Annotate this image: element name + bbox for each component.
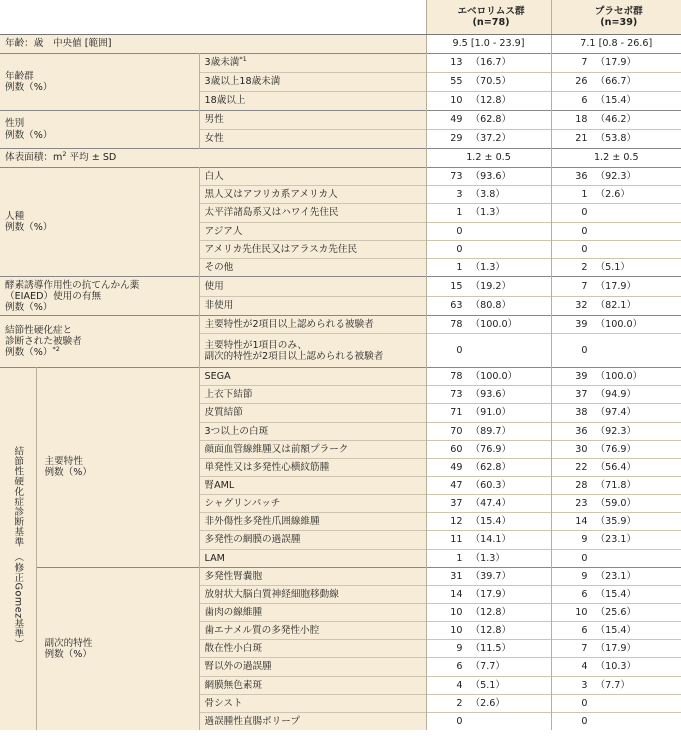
criteria-major-placebo-cell <box>551 458 681 476</box>
criteria-major-placebo-percent: （76.9） <box>595 443 637 455</box>
age-group-everolimus-cell <box>426 54 551 73</box>
label-line: 例数（%） <box>5 129 53 141</box>
label-line: 人種 <box>5 211 25 223</box>
criteria-major-placebo-percent: （97.4） <box>595 407 637 419</box>
age-group-placebo-percent: （17.9） <box>595 57 637 69</box>
eiaed-label <box>0 277 199 316</box>
bsa-sup: 2 <box>62 150 67 159</box>
criteria-major-everolimus-percent: （76.9） <box>470 443 512 455</box>
eiaed-row <box>0 277 681 297</box>
criteria-minor-everolimus-cell <box>426 603 551 621</box>
eiaed-everolimus-percent: （19.2） <box>470 280 512 292</box>
header-placebo: プラセボ群 (n=39) <box>551 0 681 35</box>
tsc-everolimus-count: 0 <box>456 345 463 357</box>
criteria-major-item-label: LAM <box>199 549 426 567</box>
criteria-minor-placebo-count: 0 <box>581 697 588 709</box>
criteria-major-placebo-percent: （94.9） <box>595 389 637 401</box>
criteria-major-everolimus-percent: （1.3） <box>470 552 505 564</box>
criteria-major-everolimus-count: 60 <box>450 443 463 455</box>
race-placebo-cell <box>551 186 681 204</box>
criteria-major-placebo-count: 22 <box>575 461 588 473</box>
tsc-placebo-cell <box>551 316 681 334</box>
race-row <box>0 168 681 186</box>
criteria-major-placebo-percent: （71.8） <box>595 480 637 492</box>
criteria-minor-everolimus-percent: （2.6） <box>470 697 505 709</box>
tsc-everolimus-cell <box>426 316 551 334</box>
tsc-label <box>0 316 199 368</box>
header-everolimus: エベロリムス群 (n=78) <box>426 0 551 35</box>
criteria-minor-everolimus-cell <box>426 622 551 640</box>
label-line: 例数（%） <box>44 467 92 479</box>
criteria-minor-everolimus-count: 2 <box>456 697 463 709</box>
criteria-minor-everolimus-cell <box>426 712 551 730</box>
item-text: 3歳未満 <box>204 57 240 69</box>
criteria-major-everolimus-count: 71 <box>450 407 463 419</box>
label-line: 副次的特性 <box>44 638 93 650</box>
criteria-minor-everolimus-count: 10 <box>450 607 463 618</box>
bsa-label <box>0 149 426 168</box>
criteria-minor-placebo-count: 7 <box>581 643 588 655</box>
label-line: 結節性硬化症と <box>5 325 73 337</box>
criteria-minor-placebo-percent: （10.3） <box>595 661 637 673</box>
age-placebo: 7.1 [0.8 - 26.6] <box>551 35 681 54</box>
criteria-major-everolimus-cell <box>426 368 551 386</box>
criteria-minor-everolimus-count: 10 <box>450 625 463 637</box>
criteria-minor-placebo-count: 3 <box>581 679 588 691</box>
criteria-major-placebo-cell <box>551 513 681 531</box>
criteria-major-everolimus-cell <box>426 440 551 458</box>
criteria-minor-placebo-count: 9 <box>581 570 588 582</box>
criteria-major-placebo-count: 0 <box>581 552 588 564</box>
label-line: （EIAED）使用の有無 <box>5 290 102 302</box>
criteria-major-everolimus-count: 49 <box>450 461 463 473</box>
criteria-minor-everolimus-cell <box>426 658 551 676</box>
sex-item-label <box>199 111 426 130</box>
race-placebo-cell <box>551 222 681 240</box>
criteria-major-everolimus-percent: （47.4） <box>470 498 512 510</box>
criteria-minor-placebo-percent: （23.1） <box>595 570 637 582</box>
criteria-major-item-label: 3つ以上の白斑 <box>199 422 426 440</box>
criteria-minor-item-label: 放射状大脳白質神経細胞移動線 <box>199 585 426 603</box>
eiaed-everolimus-count: 63 <box>450 300 463 312</box>
criteria-major-placebo-count: 38 <box>575 407 588 419</box>
criteria-minor-placebo-cell <box>551 622 681 640</box>
race-placebo-count: 0 <box>581 207 588 219</box>
criteria-minor-placebo-count: 10 <box>575 607 588 618</box>
age-group-everolimus-count: 55 <box>450 76 463 88</box>
criteria-major-placebo-count: 36 <box>575 425 588 437</box>
criteria-minor-everolimus-percent: （12.8） <box>470 607 512 618</box>
label-line: 性別 <box>5 118 25 130</box>
criteria-major-placebo-percent: （56.4） <box>595 461 637 473</box>
tsc-row <box>0 316 681 334</box>
label-line: 例数（%） <box>44 649 92 661</box>
age-group-placebo-count: 7 <box>581 57 588 69</box>
criteria-major-everolimus-cell <box>426 458 551 476</box>
criteria-major-everolimus-percent: （14.1） <box>470 534 512 546</box>
eiaed-everolimus-percent: （80.8） <box>470 300 512 312</box>
label-line: 例数（%） <box>5 347 53 359</box>
label-line: 年齢群 <box>5 70 34 82</box>
item-text: 3歳以上18歳未満 <box>204 76 281 88</box>
criteria-major-placebo-percent: （59.0） <box>595 498 637 510</box>
criteria-major-everolimus-count: 78 <box>450 371 463 383</box>
label-line: 例数（%） <box>5 301 53 313</box>
criteria-major-everolimus-cell <box>426 476 551 494</box>
age-group-everolimus-percent: （16.7） <box>470 57 512 69</box>
criteria-minor-everolimus-percent: （12.8） <box>470 625 512 637</box>
bsa-text-b: 平均 ± SD <box>66 152 117 164</box>
eiaed-everolimus-cell <box>426 277 551 297</box>
criteria-major-placebo-count: 30 <box>575 443 588 455</box>
age-group-everolimus-count: 10 <box>450 95 463 107</box>
criteria-major-placebo-cell <box>551 368 681 386</box>
criteria-minor-everolimus-cell <box>426 676 551 694</box>
criteria-minor-placebo-cell <box>551 585 681 603</box>
criteria-minor-placebo-count: 6 <box>581 588 588 600</box>
eiaed-placebo-percent: （82.1） <box>595 300 637 312</box>
criteria-major-placebo-percent: （92.3） <box>595 425 637 437</box>
criteria-minor-everolimus-cell <box>426 567 551 585</box>
sex-placebo-count: 21 <box>575 133 588 145</box>
sex-everolimus-count: 49 <box>450 114 463 126</box>
race-everolimus-cell <box>426 240 551 258</box>
sex-label <box>0 111 199 149</box>
age-group-everolimus-percent: （12.8） <box>470 95 512 107</box>
criteria-minor-placebo-cell <box>551 676 681 694</box>
age-group-item-label <box>199 92 426 111</box>
criteria-major-placebo-percent: （35.9） <box>595 516 637 528</box>
criteria-minor-item-label: 散在性小白斑 <box>199 640 426 658</box>
criteria-minor-everolimus-count: 4 <box>456 679 463 691</box>
criteria-major-everolimus-cell <box>426 422 551 440</box>
criteria-minor-placebo-cell <box>551 712 681 730</box>
footnote-mark: *2 <box>52 344 60 353</box>
criteria-major-placebo-cell <box>551 549 681 567</box>
criteria-major-everolimus-count: 12 <box>450 516 463 528</box>
criteria-major-everolimus-cell <box>426 513 551 531</box>
eiaed-placebo-cell <box>551 296 681 316</box>
age-group-everolimus-cell <box>426 73 551 92</box>
criteria-minor-everolimus-count: 31 <box>450 570 463 582</box>
item-text: 白人 <box>204 171 224 183</box>
criteria-major-everolimus-percent: （15.4） <box>470 516 512 528</box>
race-placebo-cell <box>551 204 681 222</box>
sex-placebo-cell <box>551 130 681 149</box>
criteria-minor-placebo-cell <box>551 658 681 676</box>
criteria-major-placebo-cell <box>551 495 681 513</box>
race-placebo-count: 2 <box>581 262 588 274</box>
race-placebo-count: 36 <box>575 171 588 183</box>
criteria-major-placebo-cell <box>551 386 681 404</box>
criteria-minor-placebo-cell <box>551 603 681 621</box>
race-everolimus-percent: （1.3） <box>470 207 505 219</box>
criteria-vertical-label <box>0 368 36 731</box>
tsc-placebo-count: 39 <box>575 319 588 331</box>
age-group-placebo-count: 6 <box>581 95 588 107</box>
sex-everolimus-percent: （62.8） <box>470 114 512 126</box>
race-everolimus-count: 3 <box>456 189 463 201</box>
criteria-major-everolimus-cell <box>426 531 551 549</box>
race-everolimus-cell <box>426 168 551 186</box>
criteria-minor-placebo-cell <box>551 640 681 658</box>
criteria-major-placebo-count: 23 <box>575 498 588 510</box>
age-group-everolimus-percent: （70.5） <box>470 76 512 88</box>
criteria-major-everolimus-cell <box>426 404 551 422</box>
tsc-placebo-percent: （100.0） <box>595 319 643 331</box>
sex-placebo-count: 18 <box>575 114 588 126</box>
race-placebo-cell <box>551 258 681 276</box>
age-group-everolimus-count: 13 <box>450 57 463 69</box>
race-everolimus-count: 1 <box>456 262 463 274</box>
criteria-major-everolimus-count: 70 <box>450 425 463 437</box>
criteria-minor-placebo-cell <box>551 694 681 712</box>
criteria-major-everolimus-count: 47 <box>450 480 463 492</box>
criteria-minor-everolimus-cell <box>426 640 551 658</box>
criteria-major-everolimus-cell <box>426 386 551 404</box>
criteria-major-item-label: 多発性の網膜の過誤腫 <box>199 531 426 549</box>
sex-placebo-percent: （53.8） <box>595 133 637 145</box>
criteria-major-everolimus-percent: （93.6） <box>470 389 512 401</box>
criteria-major-item-label: 皮質結節 <box>199 404 426 422</box>
eiaed-item-label <box>199 296 426 316</box>
criteria-minor-item-label: 骨シスト <box>199 694 426 712</box>
race-placebo-cell <box>551 240 681 258</box>
eiaed-item-label <box>199 277 426 297</box>
age-group-placebo-percent: （66.7） <box>595 76 637 88</box>
header-blank <box>0 0 426 35</box>
age-group-item-label <box>199 54 426 73</box>
criteria-major-item-label: 単発性又は多発性心横紋筋腫 <box>199 458 426 476</box>
criteria-minor-item-label: 網膜無色素斑 <box>199 676 426 694</box>
age-group-label <box>0 54 199 111</box>
sex-everolimus-count: 29 <box>450 133 463 145</box>
item-text: アジア人 <box>204 225 243 237</box>
race-placebo-percent: （2.6） <box>595 189 630 201</box>
eiaed-placebo-cell <box>551 277 681 297</box>
label-line: 例数（%） <box>5 82 53 93</box>
criteria-major-placebo-count: 28 <box>575 480 588 492</box>
race-everolimus-count: 73 <box>450 171 463 183</box>
item-text: 主要特性が1項目のみ、 <box>204 339 308 351</box>
criteria-minor-everolimus-count: 14 <box>450 588 463 600</box>
criteria-minor-placebo-count: 0 <box>581 716 588 728</box>
race-placebo-percent: （5.1） <box>595 262 630 274</box>
criteria-minor-everolimus-count: 0 <box>456 716 463 728</box>
criteria-major-item-label: 上衣下結節 <box>199 386 426 404</box>
criteria-major-everolimus-cell <box>426 495 551 513</box>
item-text: 女性 <box>204 133 224 145</box>
race-placebo-cell <box>551 168 681 186</box>
criteria-minor-everolimus-percent: （7.7） <box>470 661 505 673</box>
race-everolimus-count: 0 <box>456 243 463 255</box>
criteria-major-placebo-cell <box>551 476 681 494</box>
race-everolimus-percent: （1.3） <box>470 262 505 274</box>
criteria-major-placebo-cell <box>551 404 681 422</box>
criteria-minor-item-label: 多発性腎嚢胞 <box>199 567 426 585</box>
criteria-major-placebo-count: 9 <box>581 534 588 546</box>
sex-everolimus-percent: （37.2） <box>470 133 512 145</box>
criteria-major-everolimus-percent: （91.0） <box>470 407 512 419</box>
bsa-text-a: 体表面積：m <box>5 152 63 164</box>
criteria-minor-everolimus-percent: （5.1） <box>470 679 505 691</box>
tsc-item-label <box>199 334 426 368</box>
sex-item-label <box>199 130 426 149</box>
race-everolimus-count: 0 <box>456 225 463 237</box>
criteria-minor-everolimus-count: 9 <box>456 643 463 655</box>
criteria-minor-placebo-percent: （17.9） <box>595 643 637 655</box>
criteria-minor-placebo-cell <box>551 567 681 585</box>
race-everolimus-count: 1 <box>456 207 463 219</box>
criteria-minor-everolimus-percent: （11.5） <box>470 643 512 655</box>
age-group-placebo-count: 26 <box>575 76 588 88</box>
race-placebo-count: 0 <box>581 225 588 237</box>
race-placebo-percent: （92.3） <box>595 171 637 183</box>
criteria-minor-everolimus-count: 6 <box>456 661 463 673</box>
item-text: 使用 <box>204 280 224 292</box>
race-item-label <box>199 240 426 258</box>
criteria-vertical-text: 結節性硬化症診断基準 （修正Gomez基準） <box>12 446 24 650</box>
item-text: 非使用 <box>204 300 234 312</box>
item-text: アメリカ先住民又はアラスカ先住民 <box>204 243 358 255</box>
criteria-minor-item-label: 歯肉の線維腫 <box>199 603 426 621</box>
age-label: 年齢：歳 中央値 [範囲] <box>0 35 426 54</box>
race-everolimus-cell <box>426 186 551 204</box>
eiaed-everolimus-cell <box>426 296 551 316</box>
criteria-major-placebo-count: 37 <box>575 389 588 401</box>
criteria-major-item-label: シャグリンパッチ <box>199 495 426 513</box>
criteria-minor-everolimus-cell <box>426 694 551 712</box>
race-item-label <box>199 204 426 222</box>
criteria-minor-placebo-count: 4 <box>581 661 588 673</box>
bsa-everolimus: 1.2 ± 0.5 <box>426 149 551 168</box>
criteria-major-row <box>0 368 681 386</box>
tsc-everolimus-percent: （100.0） <box>470 319 518 331</box>
criteria-minor-placebo-count: 6 <box>581 625 588 637</box>
race-item-label <box>199 186 426 204</box>
race-everolimus-cell <box>426 204 551 222</box>
criteria-minor-label <box>36 567 199 730</box>
criteria-minor-row <box>0 567 681 585</box>
criteria-minor-placebo-percent: （25.6） <box>595 607 637 618</box>
criteria-major-placebo-percent: （23.1） <box>595 534 637 546</box>
race-everolimus-cell <box>426 258 551 276</box>
criteria-minor-everolimus-percent: （17.9） <box>470 588 512 600</box>
tsc-placebo-count: 0 <box>581 345 588 357</box>
label-line: 主要特性 <box>44 456 83 468</box>
tsc-everolimus-cell <box>426 334 551 368</box>
eiaed-everolimus-count: 15 <box>450 280 463 292</box>
race-everolimus-percent: （93.6） <box>470 171 512 183</box>
criteria-major-item-label: 顔面血管線維腫又は前額プラーク <box>199 440 426 458</box>
race-everolimus-cell <box>426 222 551 240</box>
criteria-major-everolimus-count: 11 <box>450 534 463 546</box>
criteria-minor-everolimus-percent: （39.7） <box>470 570 512 582</box>
criteria-major-placebo-cell <box>551 440 681 458</box>
race-item-label <box>199 222 426 240</box>
criteria-major-placebo-count: 39 <box>575 371 588 383</box>
criteria-minor-item-label: 腎以外の過誤腫 <box>199 658 426 676</box>
criteria-minor-placebo-percent: （7.7） <box>595 679 630 691</box>
criteria-major-everolimus-percent: （62.8） <box>470 461 512 473</box>
label-line: 診断された被験者 <box>5 336 82 348</box>
age-group-placebo-cell <box>551 54 681 73</box>
item-text: 黒人又はアフリカ系アメリカ人 <box>204 189 338 201</box>
criteria-major-placebo-count: 14 <box>575 516 588 528</box>
criteria-major-item-label: 腎AML <box>199 476 426 494</box>
header-row <box>0 0 681 35</box>
footnote-mark: *1 <box>239 55 247 64</box>
criteria-major-item-label: 非外傷性多発性爪囲線維腫 <box>199 513 426 531</box>
bsa-row <box>0 149 681 168</box>
eiaed-placebo-count: 32 <box>575 300 588 312</box>
criteria-minor-placebo-percent: （15.4） <box>595 625 637 637</box>
race-placebo-count: 1 <box>581 189 588 201</box>
criteria-major-label <box>36 368 199 568</box>
age-group-placebo-cell <box>551 73 681 92</box>
criteria-major-everolimus-count: 73 <box>450 389 463 401</box>
criteria-major-everolimus-count: 1 <box>456 552 463 564</box>
race-everolimus-percent: （3.8） <box>470 189 505 201</box>
criteria-major-placebo-cell <box>551 422 681 440</box>
eiaed-placebo-count: 7 <box>581 280 588 292</box>
race-item-label <box>199 168 426 186</box>
race-item-label <box>199 258 426 276</box>
criteria-major-everolimus-percent: （100.0） <box>470 371 518 383</box>
sex-row <box>0 111 681 130</box>
item-text: 太平洋諸島系又はハワイ先住民 <box>204 207 339 219</box>
criteria-major-item-label: SEGA <box>199 368 426 386</box>
sex-everolimus-cell <box>426 111 551 130</box>
tsc-item-label <box>199 316 426 334</box>
age-group-everolimus-cell <box>426 92 551 111</box>
item-text: 主要特性が2項目以上認められる被験者 <box>204 319 374 331</box>
item-text: 副次的特性が2項目以上認められる被験者 <box>204 350 384 362</box>
criteria-major-everolimus-percent: （89.7） <box>470 425 512 437</box>
tsc-everolimus-count: 78 <box>450 319 463 331</box>
label-line: 例数（%） <box>5 222 53 234</box>
criteria-minor-placebo-percent: （15.4） <box>595 588 637 600</box>
sex-everolimus-cell <box>426 130 551 149</box>
sex-placebo-percent: （46.2） <box>595 114 637 126</box>
age-group-item-label <box>199 73 426 92</box>
age-everolimus: 9.5 [1.0 - 23.9] <box>426 35 551 54</box>
label-line: 酵素誘導作用性の抗てんかん薬 <box>5 279 140 291</box>
criteria-major-everolimus-count: 37 <box>450 498 463 510</box>
bsa-placebo: 1.2 ± 0.5 <box>551 149 681 168</box>
sex-placebo-cell <box>551 111 681 130</box>
age-group-placebo-percent: （15.4） <box>595 95 637 107</box>
age-row <box>0 35 681 54</box>
eiaed-placebo-percent: （17.9） <box>595 280 637 292</box>
race-label <box>0 168 199 277</box>
item-text: 18歳以上 <box>204 95 246 107</box>
criteria-minor-everolimus-cell <box>426 585 551 603</box>
criteria-minor-item-label: 歯エナメル質の多発性小腔 <box>199 622 426 640</box>
age-group-placebo-cell <box>551 92 681 111</box>
item-text: 男性 <box>204 114 224 126</box>
criteria-major-placebo-percent: （100.0） <box>595 371 643 383</box>
item-text: その他 <box>204 262 234 274</box>
race-placebo-count: 0 <box>581 243 588 255</box>
criteria-major-placebo-cell <box>551 531 681 549</box>
criteria-minor-item-label: 過誤腫性直腸ポリープ <box>199 712 426 730</box>
criteria-major-everolimus-percent: （60.3） <box>470 480 512 492</box>
tsc-placebo-cell <box>551 334 681 368</box>
criteria-major-everolimus-cell <box>426 549 551 567</box>
age-group-row <box>0 54 681 73</box>
